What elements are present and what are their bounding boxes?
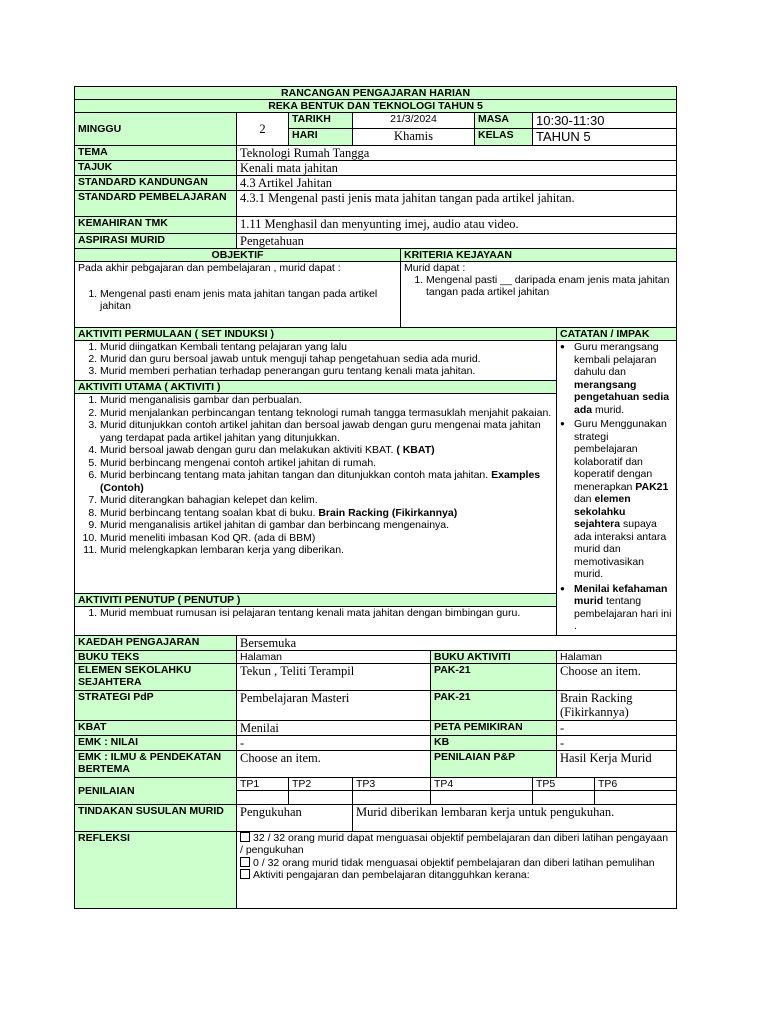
penilaian-pdp-label: PENILAIAN P&P bbox=[431, 750, 557, 777]
utama-body bbox=[75, 394, 557, 594]
pak21b-label: PAK-21 bbox=[431, 690, 557, 720]
aspirasi-value: Pengetahuan bbox=[237, 234, 677, 249]
tp6-cell[interactable] bbox=[595, 790, 677, 804]
plan-title: RANCANGAN PENGAJARAN HARIAN bbox=[75, 87, 677, 100]
list-item: 1. Murid menganalisis gambar dan perbualan. bbox=[100, 394, 553, 407]
tp5-label: TP5 bbox=[533, 777, 595, 790]
refleksi-label: REFLEKSI bbox=[75, 831, 237, 908]
standard-pembelajaran-label: STANDARD PEMBELAJARAN bbox=[75, 191, 237, 217]
tajuk-value: Kenali mata jahitan bbox=[237, 161, 677, 176]
tindakan-desc: Murid diberikan lembaran kerja untuk pengukuhan. bbox=[353, 804, 677, 831]
list-item: 3. Murid memberi perhatian terhadap penerangan guru tentang kenali mata jahitan. bbox=[100, 365, 553, 377]
masa-value: 10:30-11:30 bbox=[533, 113, 677, 129]
tp2-label: TP2 bbox=[289, 777, 353, 790]
list-item: ● Menilai kefahaman murid tentang pembelajaran hari ini . bbox=[570, 583, 673, 633]
objektif-intro: Pada akhir pebgajaran dan pembelajaran , murid dapat : bbox=[78, 262, 341, 274]
list-item: 6. Murid berbincang tentang mata jahitan tangan dan ditunjukkan contoh mata jahitan. Examples (Contoh) bbox=[100, 469, 553, 494]
list-item: 1. Mengenal pasti enam jenis mata jahitan tangan pada artikel jahitan bbox=[100, 288, 397, 312]
list-item: 8. Murid berbincang tentang soalan kbat di buku. Brain Racking (Fikirkannya) bbox=[100, 507, 553, 520]
hari-label: HARI bbox=[289, 129, 353, 146]
list-item: 1. Murid membuat rumusan isi pelajaran tentang kenali mata jahitan dengan bimbingan guru. bbox=[100, 607, 553, 619]
tajuk-label: TAJUK bbox=[75, 161, 237, 176]
objektif-header: OBJEKTIF bbox=[75, 249, 401, 262]
refleksi-item: 32 / 32 orang murid dapat menguasai objektif pembelajaran dan diberi latihan pengayaan / pengukuhan bbox=[240, 831, 669, 856]
refleksi-item: 0 / 32 orang murid tidak menguasai objektif pembelajaran dan diberi latihan pemulihan bbox=[240, 857, 673, 870]
kb-value: - bbox=[557, 735, 677, 750]
list-item: 4. Murid bersoal jawab dengan guru dan melakukan aktiviti KBAT. ( KBAT) bbox=[100, 444, 553, 457]
hari-value: Khamis bbox=[353, 129, 475, 146]
list-item: ● Guru merangsang kembali pelajaran dahulu dan merangsang pengetahuan sedia ada murid. bbox=[570, 341, 673, 416]
minggu-label: MINGGU bbox=[75, 113, 237, 146]
buku-aktiviti-label: BUKU AKTIVITI bbox=[431, 650, 557, 663]
penilaian-label: PENILAIAN bbox=[75, 777, 237, 804]
objektif-list bbox=[78, 288, 397, 312]
checkbox[interactable] bbox=[240, 832, 250, 842]
elemen-label: ELEMEN SEKOLAHKU SEJAHTERA bbox=[75, 663, 237, 690]
tema-value: Teknologi Rumah Tangga bbox=[237, 146, 677, 161]
tema-label: TEMA bbox=[75, 146, 237, 161]
penutup-header: AKTIVITI PENUTUP ( PENUTUP ) bbox=[75, 594, 557, 607]
standard-kandungan-value: 4.3 Artikel Jahitan bbox=[237, 176, 677, 191]
tp4-label: TP4 bbox=[431, 777, 533, 790]
list-item: 1. Murid diingatkan Kembali tentang pelajaran yang lalu bbox=[100, 341, 553, 353]
checkbox[interactable] bbox=[240, 869, 250, 879]
tp1-label: TP1 bbox=[237, 777, 289, 790]
strategi-value: Pembelajaran Masteri bbox=[237, 690, 431, 720]
kbat-value: Menilai bbox=[237, 720, 431, 735]
tp3-cell[interactable] bbox=[353, 790, 431, 804]
strategi-label: STRATEGI PdP bbox=[75, 690, 237, 720]
kaedah-value: Bersemuka bbox=[237, 635, 677, 650]
utama-list bbox=[78, 394, 553, 557]
penilaian-pdp-value: Hasil Kerja Murid bbox=[557, 750, 677, 777]
refleksi-item: Aktiviti pengajaran dan pembelajaran ditangguhkan kerana: bbox=[240, 869, 673, 882]
catatan-header: CATATAN / IMPAK bbox=[557, 328, 677, 341]
kelas-value: TAHUN 5 bbox=[533, 129, 677, 146]
permulaan-header: AKTIVITI PERMULAAN ( SET INDUKSI ) bbox=[75, 328, 557, 341]
pak21-value[interactable]: Choose an item. bbox=[557, 663, 677, 690]
permulaan-body bbox=[75, 341, 557, 381]
pak21-label: PAK-21 bbox=[431, 663, 557, 690]
kaedah-label: KAEDAH PENGAJARAN bbox=[75, 635, 237, 650]
tarikh-label: TARIKH bbox=[289, 113, 353, 129]
kemahiran-tmk-value: 1.11 Menghasil dan menyunting imej, audio atau video. bbox=[237, 217, 677, 234]
buku-teks-label: BUKU TEKS bbox=[75, 650, 237, 663]
aspirasi-label: ASPIRASI MURID bbox=[75, 234, 237, 249]
nilai-value: - bbox=[237, 735, 431, 750]
tp3-label: TP3 bbox=[353, 777, 431, 790]
lesson-plan-table bbox=[74, 86, 677, 909]
utama-header: AKTIVITI UTAMA ( AKTIVITI ) bbox=[75, 381, 557, 394]
kbat-label: KBAT bbox=[75, 720, 237, 735]
buku-teks-value: Halaman bbox=[237, 650, 431, 663]
list-item: 5. Murid berbincang mengenai contoh artikel jahitan di rumah. bbox=[100, 457, 553, 470]
minggu-value: 2 bbox=[237, 113, 289, 146]
kriteria-body bbox=[401, 262, 677, 328]
standard-kandungan-label: STANDARD KANDUNGAN bbox=[75, 176, 237, 191]
tindakan-value: Pengukuhan bbox=[237, 804, 353, 831]
list-item: 1. Mengenal pasti __ daripada enam jenis mata jahitan tangan pada artikel jahitan bbox=[426, 274, 673, 298]
ilmu-value[interactable]: Choose an item. bbox=[237, 750, 431, 777]
refleksi-body bbox=[237, 831, 677, 908]
elemen-value: Tekun , Teliti Terampil bbox=[237, 663, 431, 690]
list-item: 10. Murid meneliti imbasan Kod QR. (ada di BBM) bbox=[100, 532, 553, 545]
kemahiran-tmk-label: KEMAHIRAN TMK bbox=[75, 217, 237, 234]
subject-title: REKA BENTUK DAN TEKNOLOGI TAHUN 5 bbox=[75, 100, 677, 113]
standard-pembelajaran-value: 4.3.1 Mengenal pasti jenis mata jahitan tangan pada artikel jahitan. bbox=[237, 191, 677, 217]
penutup-list bbox=[78, 607, 553, 619]
tp4-cell[interactable] bbox=[431, 790, 533, 804]
nilai-label: EMK : NILAI bbox=[75, 735, 237, 750]
kriteria-list bbox=[404, 274, 673, 298]
masa-label: MASA bbox=[475, 113, 533, 129]
list-item: 7. Murid diterangkan bahagian kelepet dan kelim. bbox=[100, 494, 553, 507]
buku-aktiviti-value: Halaman bbox=[557, 650, 677, 663]
tp5-cell[interactable] bbox=[533, 790, 595, 804]
tarikh-value: 21/3/2024 bbox=[353, 113, 475, 129]
kb-label: KB bbox=[431, 735, 557, 750]
tp6-label: TP6 bbox=[595, 777, 677, 790]
peta-label: PETA PEMIKIRAN bbox=[431, 720, 557, 735]
list-item: 11. Murid melengkapkan lembaran kerja yang diberikan. bbox=[100, 544, 553, 557]
list-item: 9. Murid menganalisis artikel jahitan di gambar dan berbincang mengenainya. bbox=[100, 519, 553, 532]
pak21b-value: Brain Racking (Fikirkannya) bbox=[557, 690, 677, 720]
tindakan-label: TINDAKAN SUSULAN MURID bbox=[75, 804, 237, 831]
kriteria-intro: Murid dapat : bbox=[404, 262, 466, 274]
list-item: ● Guru Menggunakan strategi pembelajaran kolaboratif dan koperatif dengan menerapkan PAK21 dan elemen sekolahku sejahtera supaya ada interaksi antara murid dan memotivasikan murid. bbox=[570, 418, 673, 581]
penutup-body bbox=[75, 607, 557, 635]
list-item: 3. Murid ditunjukkan contoh artikel jahitan dan bersoal jawab dengan guru mengenai mata jahitan yang terdapat pada artikel jahitan yang ditunjukkan. bbox=[100, 419, 553, 444]
lesson-plan bbox=[74, 86, 676, 909]
tp1-cell[interactable] bbox=[237, 790, 289, 804]
ilmu-label: EMK : ILMU & PENDEKATAN BERTEMA bbox=[75, 750, 237, 777]
kelas-label: KELAS bbox=[475, 129, 533, 146]
kriteria-header: KRITERIA KEJAYAAN bbox=[401, 249, 677, 262]
objektif-body bbox=[75, 262, 401, 328]
tp2-cell[interactable] bbox=[289, 790, 353, 804]
permulaan-list bbox=[78, 341, 553, 377]
list-item: 2. Murid menjalankan perbincangan tentang teknologi rumah tangga termasuklah menjahit pakaian. bbox=[100, 407, 553, 420]
peta-value: - bbox=[557, 720, 677, 735]
catatan-body bbox=[557, 341, 677, 636]
catatan-list bbox=[560, 341, 673, 633]
checkbox[interactable] bbox=[240, 857, 250, 867]
list-item: 2. Murid dan guru bersoal jawab untuk menguji tahap pengetahuan sedia ada murid. bbox=[100, 353, 553, 365]
